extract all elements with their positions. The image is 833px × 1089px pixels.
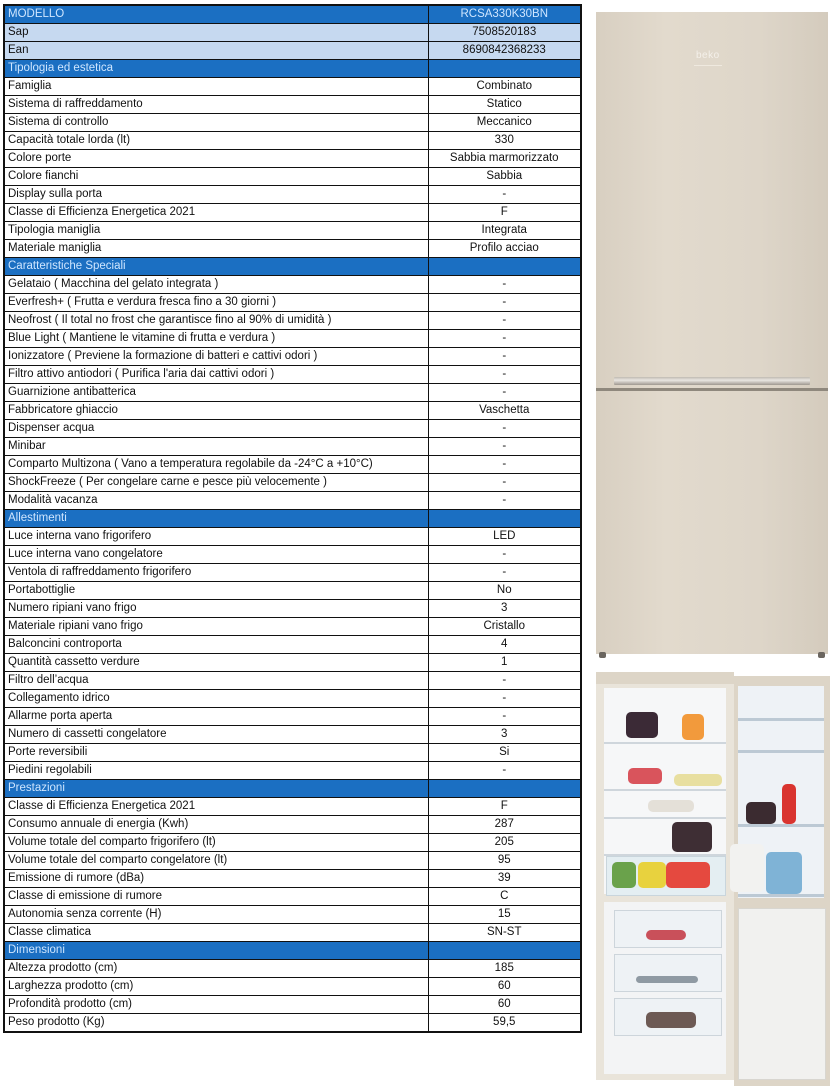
spec-value: -: [428, 690, 581, 708]
spec-row: [4, 960, 581, 978]
spec-value: -: [428, 366, 581, 384]
spec-value: C: [428, 888, 581, 906]
foot-right: [818, 652, 825, 658]
model-value: RCSA330K30BN: [428, 5, 581, 24]
spec-label: Blue Light ( Mantiene le vitamine di frutta e verdura ): [4, 330, 428, 348]
spec-value: SN-ST: [428, 924, 581, 942]
section-title: Prestazioni: [4, 780, 428, 798]
spec-row: [4, 888, 581, 906]
spec-value: -: [428, 384, 581, 402]
spec-row: [4, 366, 581, 384]
spec-label: Modalità vacanza: [4, 492, 428, 510]
spec-label: Colore porte: [4, 150, 428, 168]
spec-row: [4, 726, 581, 744]
spec-row: [4, 600, 581, 618]
spec-label: ShockFreeze ( Per congelare carne e pesce più velocemente ): [4, 474, 428, 492]
spec-row: [4, 474, 581, 492]
spec-value: -: [428, 186, 581, 204]
spec-value: Profilo acciao: [428, 240, 581, 258]
spec-row: [4, 96, 581, 114]
glass-shelf: [604, 742, 726, 744]
spec-value: 4: [428, 636, 581, 654]
spec-row: [4, 204, 581, 222]
spec-value: 15: [428, 906, 581, 924]
spec-row: [4, 330, 581, 348]
spec-label: Allarme porta aperta: [4, 708, 428, 726]
spec-row: [4, 276, 581, 294]
open-fridge-image: [596, 672, 830, 1086]
sap-label: Sap: [4, 24, 428, 42]
spec-label: Quantità cassetto verdure: [4, 654, 428, 672]
section-header-row: [4, 780, 581, 798]
spec-value: Combinato: [428, 78, 581, 96]
spec-table-body: [4, 5, 581, 1032]
spec-label: Consumo annuale di energia (Kwh): [4, 816, 428, 834]
spec-row: [4, 546, 581, 564]
spec-value: Statico: [428, 96, 581, 114]
section-title-empty: [428, 258, 581, 276]
spec-row: [4, 168, 581, 186]
spec-row: [4, 906, 581, 924]
spec-value: Cristallo: [428, 618, 581, 636]
spec-value: -: [428, 564, 581, 582]
spec-label: Volume totale del comparto frigorifero (lt): [4, 834, 428, 852]
section-title: Tipologia ed estetica: [4, 60, 428, 78]
spec-value: 60: [428, 978, 581, 996]
spec-label: Neofrost ( Il total no frost che garantisce fino al 90% di umidità ): [4, 312, 428, 330]
spec-row: [4, 870, 581, 888]
spec-label: Filtro dell’acqua: [4, 672, 428, 690]
spec-value: 3: [428, 726, 581, 744]
spec-value: F: [428, 204, 581, 222]
spec-value: Meccanico: [428, 114, 581, 132]
spec-value: -: [428, 420, 581, 438]
ean-label: Ean: [4, 42, 428, 60]
door-balcony: [738, 718, 824, 721]
beko-logo: beko: [696, 50, 720, 61]
section-header-row: [4, 510, 581, 528]
spec-row: [4, 924, 581, 942]
spec-value: Integrata: [428, 222, 581, 240]
spec-label: Gelataio ( Macchina del gelato integrata ): [4, 276, 428, 294]
fridge-handle: [614, 377, 810, 385]
section-title-empty: [428, 780, 581, 798]
model-label: MODELLO: [4, 5, 428, 24]
spec-label: Numero ripiani vano frigo: [4, 600, 428, 618]
spec-label: Ventola di raffreddamento frigorifero: [4, 564, 428, 582]
spec-label: Piedini regolabili: [4, 762, 428, 780]
spec-row: [4, 618, 581, 636]
model-header-row: [4, 5, 581, 24]
spec-row: [4, 492, 581, 510]
spec-row: [4, 78, 581, 96]
section-title: Caratteristiche Speciali: [4, 258, 428, 276]
frozen-goods: [646, 1012, 696, 1028]
spec-value: -: [428, 330, 581, 348]
spec-value: 287: [428, 816, 581, 834]
milk-bottles: [730, 844, 764, 892]
spec-label: Altezza prodotto (cm): [4, 960, 428, 978]
spec-value: -: [428, 276, 581, 294]
foot-left: [599, 652, 606, 658]
spec-row: [4, 582, 581, 600]
spec-row: [4, 528, 581, 546]
section-title: Allestimenti: [4, 510, 428, 528]
meat-plate: [628, 768, 662, 784]
spec-row: [4, 996, 581, 1014]
spec-row: [4, 222, 581, 240]
spec-label: Volume totale del comparto congelatore (lt): [4, 852, 428, 870]
section-title: Dimensioni: [4, 942, 428, 960]
door-balcony: [738, 824, 824, 827]
spec-row: [4, 690, 581, 708]
spec-value: Vaschetta: [428, 402, 581, 420]
spec-value: Sabbia: [428, 168, 581, 186]
cheese: [674, 774, 722, 786]
spec-label: Luce interna vano congelatore: [4, 546, 428, 564]
spec-row: [4, 636, 581, 654]
door-split-line: [596, 388, 828, 391]
spec-label: Collegamento idrico: [4, 690, 428, 708]
door-balcony: [738, 750, 824, 753]
spec-value: -: [428, 438, 581, 456]
spec-label: Comparto Multizona ( Vano a temperatura regolabile da -24°C a +10°C): [4, 456, 428, 474]
spec-row: [4, 798, 581, 816]
spec-value: -: [428, 762, 581, 780]
spec-row: [4, 150, 581, 168]
spec-row: [4, 294, 581, 312]
ean-value: 8690842368233: [428, 42, 581, 60]
grapes-bowl: [626, 712, 658, 738]
spec-row: [4, 456, 581, 474]
spec-label: Porte reversibili: [4, 744, 428, 762]
spec-label: Classe di Efficienza Energetica 2021: [4, 798, 428, 816]
glass-shelf: [604, 789, 726, 791]
frozen-meat: [646, 930, 686, 940]
spec-value: 185: [428, 960, 581, 978]
spec-row: [4, 420, 581, 438]
freezer-door-panel: [738, 908, 826, 1080]
spec-row: [4, 654, 581, 672]
spec-row: [4, 834, 581, 852]
spec-value: 1: [428, 654, 581, 672]
spec-value: -: [428, 294, 581, 312]
spec-value: 59,5: [428, 1014, 581, 1033]
spec-label: Guarnizione antibatterica: [4, 384, 428, 402]
spec-row: [4, 132, 581, 150]
fish-tray: [648, 800, 694, 812]
glass-shelf: [604, 817, 726, 819]
section-header-row: [4, 60, 581, 78]
spec-label: Ionizzatore ( Previene la formazione di batteri e cattivi odori ): [4, 348, 428, 366]
spec-row: [4, 186, 581, 204]
spec-value: 205: [428, 834, 581, 852]
spec-row: [4, 852, 581, 870]
spec-value: 330: [428, 132, 581, 150]
spec-row: [4, 384, 581, 402]
jars: [746, 802, 776, 824]
limes: [612, 862, 636, 888]
spec-label: Dispenser acqua: [4, 420, 428, 438]
spec-label: Peso prodotto (Kg): [4, 1014, 428, 1033]
sap-row: [4, 24, 581, 42]
spec-row: [4, 816, 581, 834]
spec-value: 95: [428, 852, 581, 870]
watermelon: [666, 862, 710, 888]
spec-value: -: [428, 348, 581, 366]
spec-label: Fabbricatore ghiaccio: [4, 402, 428, 420]
spec-label: Famiglia: [4, 78, 428, 96]
section-title-empty: [428, 510, 581, 528]
door-balcony: [738, 894, 824, 897]
closed-fridge-image: [596, 12, 828, 654]
spec-label: Classe di emissione di rumore: [4, 888, 428, 906]
spec-row: [4, 978, 581, 996]
lemons: [638, 862, 666, 888]
spec-value: 60: [428, 996, 581, 1014]
spec-value: F: [428, 798, 581, 816]
spec-value: 3: [428, 600, 581, 618]
section-title-empty: [428, 60, 581, 78]
spec-row: [4, 114, 581, 132]
spec-label: Larghezza prodotto (cm): [4, 978, 428, 996]
spec-value: Sabbia marmorizzato: [428, 150, 581, 168]
spec-label: Portabottiglie: [4, 582, 428, 600]
section-header-row: [4, 942, 581, 960]
spec-label: Everfresh+ ( Frutta e verdura fresca fino a 30 giorni ): [4, 294, 428, 312]
spec-label: Sistema di controllo: [4, 114, 428, 132]
spec-label: Colore fianchi: [4, 168, 428, 186]
spec-value: -: [428, 708, 581, 726]
spec-label: Materiale maniglia: [4, 240, 428, 258]
spec-label: Capacità totale lorda (lt): [4, 132, 428, 150]
spec-value: -: [428, 456, 581, 474]
spec-label: Sistema di raffreddamento: [4, 96, 428, 114]
sauce-bottle: [782, 784, 796, 824]
spec-label: Emissione di rumore (dBa): [4, 870, 428, 888]
spec-row: [4, 348, 581, 366]
spec-label: Materiale ripiani vano frigo: [4, 618, 428, 636]
spec-row: [4, 402, 581, 420]
spec-row: [4, 240, 581, 258]
sap-value: 7508520183: [428, 24, 581, 42]
logo-underline: [694, 65, 722, 66]
section-header-row: [4, 258, 581, 276]
water-bottles: [766, 852, 802, 894]
spec-value: -: [428, 672, 581, 690]
spec-label: Autonomia senza corrente (H): [4, 906, 428, 924]
spec-row: [4, 744, 581, 762]
juice-jug: [682, 714, 704, 740]
spec-row: [4, 564, 581, 582]
spec-table: [3, 4, 582, 1033]
spec-label: Filtro attivo antiodori ( Purifica l'aria dai cattivi odori ): [4, 366, 428, 384]
spec-label: Classe climatica: [4, 924, 428, 942]
spec-label: Minibar: [4, 438, 428, 456]
spec-row: [4, 672, 581, 690]
spec-label: Display sulla porta: [4, 186, 428, 204]
freezer-drawer: [614, 910, 722, 948]
spec-value: LED: [428, 528, 581, 546]
spec-value: -: [428, 546, 581, 564]
spec-label: Profondità prodotto (cm): [4, 996, 428, 1014]
spec-value: -: [428, 312, 581, 330]
ean-row: [4, 42, 581, 60]
spec-row: [4, 708, 581, 726]
spec-row: [4, 312, 581, 330]
spec-row: [4, 1014, 581, 1033]
spec-label: Numero di cassetti congelatore: [4, 726, 428, 744]
spec-value: -: [428, 492, 581, 510]
section-title-empty: [428, 942, 581, 960]
frozen-fish: [636, 976, 698, 983]
spec-label: Luce interna vano frigorifero: [4, 528, 428, 546]
spec-value: No: [428, 582, 581, 600]
grapes-bowl-2: [672, 822, 712, 852]
spec-row: [4, 438, 581, 456]
spec-value: Si: [428, 744, 581, 762]
spec-row: [4, 762, 581, 780]
spec-value: -: [428, 474, 581, 492]
spec-label: Classe di Efficienza Energetica 2021: [4, 204, 428, 222]
freezer-drawer: [614, 954, 722, 992]
spec-value: 39: [428, 870, 581, 888]
fridge-top: [596, 672, 734, 684]
spec-label: Tipologia maniglia: [4, 222, 428, 240]
spec-label: Balconcini controporta: [4, 636, 428, 654]
